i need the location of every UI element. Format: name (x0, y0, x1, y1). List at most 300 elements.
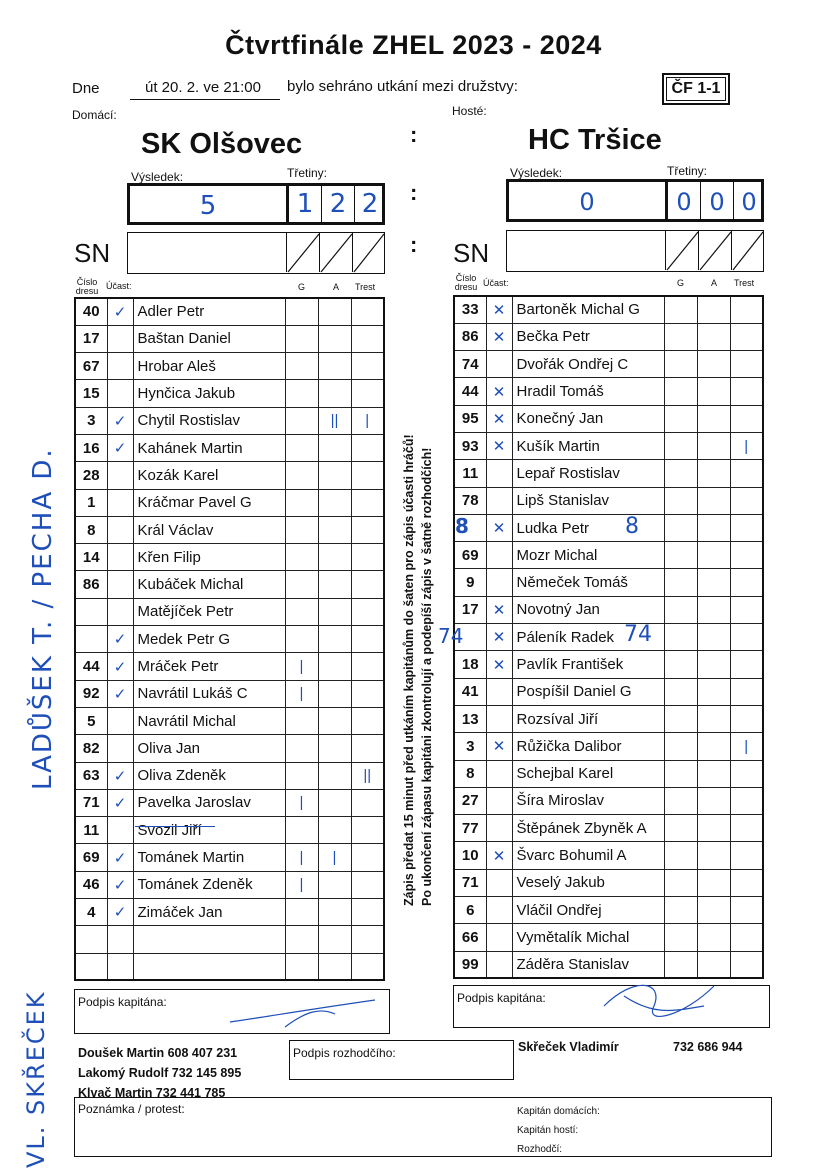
away-attendance-mark[interactable]: ✕ (486, 432, 512, 459)
home-player-number[interactable]: 17 (75, 325, 107, 352)
home-player-number[interactable]: 28 (75, 462, 107, 489)
home-attendance-mark[interactable]: ✓ (107, 298, 133, 325)
home-penalty[interactable] (351, 953, 384, 980)
home-player-number[interactable]: 14 (75, 544, 107, 571)
away-goals[interactable] (664, 596, 697, 623)
home-goals[interactable] (285, 953, 318, 980)
away-player-number[interactable]: 77 (454, 815, 486, 842)
away-attendance-mark[interactable]: ✕ (486, 405, 512, 432)
home-penalty[interactable] (351, 899, 384, 926)
away-goals[interactable] (664, 323, 697, 350)
home-attendance-mark[interactable] (107, 353, 133, 380)
away-assists[interactable] (697, 323, 730, 350)
away-player-name[interactable]: Vláčil Ondřej (512, 897, 664, 924)
home-attendance-mark[interactable]: ✓ (107, 789, 133, 816)
away-player-name[interactable]: Švarc Bohumil A (512, 842, 664, 869)
home-attendance-mark[interactable]: ✓ (107, 680, 133, 707)
home-player-name[interactable]: Zimáček Jan (133, 899, 285, 926)
away-assists[interactable] (697, 869, 730, 896)
away-assists[interactable] (697, 405, 730, 432)
home-penalty[interactable] (351, 817, 384, 844)
away-penalty[interactable] (730, 569, 763, 596)
away-assists[interactable] (697, 733, 730, 760)
home-assists[interactable] (318, 544, 351, 571)
home-goals[interactable] (285, 298, 318, 325)
home-penalty[interactable] (351, 680, 384, 707)
away-penalty[interactable] (730, 542, 763, 569)
away-penalty[interactable] (730, 842, 763, 869)
away-player-name[interactable]: Bartoněk Michal G (512, 296, 664, 323)
home-assists[interactable] (318, 653, 351, 680)
home-player-number[interactable]: 11 (75, 817, 107, 844)
away-player-name[interactable]: Novotný Jan (512, 596, 664, 623)
away-player-number[interactable]: 93 (454, 432, 486, 459)
home-player-name[interactable]: Medek Petr G (133, 626, 285, 653)
away-penalty[interactable] (730, 296, 763, 323)
away-attendance-mark[interactable] (486, 787, 512, 814)
home-penalty[interactable] (351, 298, 384, 325)
home-player-name[interactable]: Křen Filip (133, 544, 285, 571)
home-penalty[interactable] (351, 871, 384, 898)
home-goals[interactable]: | (285, 680, 318, 707)
away-player-name[interactable]: Pospíšil Daniel G (512, 678, 664, 705)
away-attendance-mark[interactable]: ✕ (486, 378, 512, 405)
home-penalty[interactable] (351, 544, 384, 571)
home-goals[interactable] (285, 707, 318, 734)
home-assists[interactable] (318, 789, 351, 816)
home-player-name[interactable]: Kozák Karel (133, 462, 285, 489)
home-goals[interactable]: | (285, 871, 318, 898)
away-assists[interactable] (697, 842, 730, 869)
home-assists[interactable] (318, 817, 351, 844)
home-assists[interactable] (318, 680, 351, 707)
away-player-number[interactable]: 17 (454, 596, 486, 623)
home-goals[interactable] (285, 380, 318, 407)
away-assists[interactable] (697, 678, 730, 705)
away-penalty[interactable] (730, 651, 763, 678)
away-player-name[interactable]: Lipš Stanislav (512, 487, 664, 514)
away-player-number[interactable]: 69 (454, 542, 486, 569)
away-assists[interactable] (697, 787, 730, 814)
home-player-name[interactable]: Navrátil Michal (133, 707, 285, 734)
home-attendance-mark[interactable] (107, 817, 133, 844)
away-attendance-mark[interactable]: ✕ (486, 733, 512, 760)
home-player-number[interactable]: 40 (75, 298, 107, 325)
home-player-number[interactable]: 67 (75, 353, 107, 380)
away-attendance-mark[interactable] (486, 869, 512, 896)
home-attendance-mark[interactable]: ✓ (107, 434, 133, 461)
home-player-name[interactable]: Hrobar Aleš (133, 353, 285, 380)
home-assists[interactable] (318, 953, 351, 980)
home-player-name[interactable]: Navrátil Lukáš C (133, 680, 285, 707)
home-player-number[interactable]: 4 (75, 899, 107, 926)
home-attendance-mark[interactable] (107, 926, 133, 953)
home-goals[interactable] (285, 407, 318, 434)
home-player-name[interactable]: Adler Petr (133, 298, 285, 325)
away-attendance-mark[interactable] (486, 351, 512, 378)
away-goals[interactable] (664, 405, 697, 432)
away-player-number[interactable]: 10 (454, 842, 486, 869)
home-player-name[interactable]: Kahánek Martin (133, 434, 285, 461)
home-goals[interactable]: | (285, 844, 318, 871)
home-penalty[interactable] (351, 626, 384, 653)
home-attendance-mark[interactable]: ✓ (107, 871, 133, 898)
home-assists[interactable] (318, 434, 351, 461)
away-attendance-mark[interactable]: ✕ (486, 514, 512, 541)
away-penalty[interactable] (730, 323, 763, 350)
home-assists[interactable] (318, 926, 351, 953)
home-penalty[interactable] (351, 489, 384, 516)
home-penalty[interactable] (351, 353, 384, 380)
away-attendance-mark[interactable] (486, 951, 512, 978)
home-attendance-mark[interactable]: ✓ (107, 762, 133, 789)
home-attendance-mark[interactable] (107, 489, 133, 516)
home-assists[interactable] (318, 298, 351, 325)
home-penalty[interactable] (351, 325, 384, 352)
away-goals[interactable] (664, 460, 697, 487)
home-player-number[interactable]: 44 (75, 653, 107, 680)
home-player-name[interactable]: Tománek Zdeněk (133, 871, 285, 898)
away-assists[interactable] (697, 624, 730, 651)
away-player-number[interactable]: 6 (454, 897, 486, 924)
home-penalty[interactable] (351, 380, 384, 407)
away-player-number[interactable]: 41 (454, 678, 486, 705)
home-goals[interactable] (285, 516, 318, 543)
home-assists[interactable] (318, 871, 351, 898)
home-player-number[interactable]: 1 (75, 489, 107, 516)
away-attendance-mark[interactable]: ✕ (486, 323, 512, 350)
home-goals[interactable] (285, 926, 318, 953)
away-goals[interactable] (664, 651, 697, 678)
home-goals[interactable] (285, 489, 318, 516)
home-attendance-mark[interactable] (107, 325, 133, 352)
away-player-number[interactable]: 27 (454, 787, 486, 814)
away-player-number[interactable]: 78 (454, 487, 486, 514)
away-assists[interactable] (697, 897, 730, 924)
away-penalty[interactable] (730, 869, 763, 896)
away-assists[interactable] (697, 514, 730, 541)
home-goals[interactable] (285, 353, 318, 380)
home-player-name[interactable]: Kubáček Michal (133, 571, 285, 598)
away-player-name[interactable]: Růžička Dalibor (512, 733, 664, 760)
away-penalty[interactable] (730, 815, 763, 842)
away-player-number[interactable]: 74 (454, 351, 486, 378)
away-player-number[interactable]: 11 (454, 460, 486, 487)
home-attendance-mark[interactable]: ✓ (107, 844, 133, 871)
home-goals[interactable] (285, 899, 318, 926)
home-penalty[interactable] (351, 926, 384, 953)
away-player-number[interactable]: 9 (454, 569, 486, 596)
home-goals[interactable] (285, 325, 318, 352)
away-player-number[interactable]: 44 (454, 378, 486, 405)
home-attendance-mark[interactable] (107, 735, 133, 762)
home-player-number[interactable]: 3 (75, 407, 107, 434)
home-assists[interactable] (318, 762, 351, 789)
away-player-name[interactable]: Němeček Tomáš (512, 569, 664, 596)
home-penalty[interactable] (351, 516, 384, 543)
away-assists[interactable] (697, 596, 730, 623)
away-attendance-mark[interactable] (486, 678, 512, 705)
away-assists[interactable] (697, 487, 730, 514)
away-player-number[interactable]: 33 (454, 296, 486, 323)
home-player-number[interactable]: 92 (75, 680, 107, 707)
away-attendance-mark[interactable]: ✕ (486, 296, 512, 323)
away-player-number[interactable]: 13 (454, 705, 486, 732)
home-goals[interactable] (285, 762, 318, 789)
home-assists[interactable] (318, 516, 351, 543)
home-player-number[interactable]: 63 (75, 762, 107, 789)
home-attendance-mark[interactable]: ✓ (107, 899, 133, 926)
away-penalty[interactable] (730, 596, 763, 623)
away-assists[interactable] (697, 432, 730, 459)
home-player-number[interactable] (75, 626, 107, 653)
away-goals[interactable] (664, 487, 697, 514)
home-penalty[interactable] (351, 571, 384, 598)
away-goals[interactable] (664, 432, 697, 459)
away-assists[interactable] (697, 705, 730, 732)
home-player-name[interactable]: Pavelka Jaroslav (133, 789, 285, 816)
away-attendance-mark[interactable]: ✕ (486, 624, 512, 651)
home-player-name[interactable]: Matějíček Petr (133, 598, 285, 625)
away-goals[interactable] (664, 897, 697, 924)
home-player-name[interactable]: Oliva Zdeněk (133, 762, 285, 789)
away-attendance-mark[interactable] (486, 569, 512, 596)
away-goals[interactable] (664, 378, 697, 405)
home-player-number[interactable]: 71 (75, 789, 107, 816)
home-penalty[interactable] (351, 707, 384, 734)
home-goals[interactable] (285, 626, 318, 653)
home-goals[interactable] (285, 544, 318, 571)
away-player-name[interactable]: Veselý Jakub (512, 869, 664, 896)
home-goals[interactable] (285, 434, 318, 461)
away-penalty[interactable] (730, 405, 763, 432)
note-protest-box[interactable] (74, 1097, 772, 1157)
away-assists[interactable] (697, 760, 730, 787)
away-player-name[interactable]: Ludka Petr (512, 514, 664, 541)
away-player-name[interactable]: Šíra Miroslav (512, 787, 664, 814)
away-penalty[interactable] (730, 624, 763, 651)
home-attendance-mark[interactable] (107, 462, 133, 489)
home-penalty[interactable] (351, 462, 384, 489)
away-player-number[interactable]: 71 (454, 869, 486, 896)
home-player-name[interactable]: Baštan Daniel (133, 325, 285, 352)
home-assists[interactable]: | (318, 844, 351, 871)
home-assists[interactable]: || (318, 407, 351, 434)
away-player-number[interactable]: 66 (454, 924, 486, 951)
away-assists[interactable] (697, 542, 730, 569)
away-goals[interactable] (664, 624, 697, 651)
home-roster-row (75, 953, 384, 980)
away-attendance-mark[interactable] (486, 487, 512, 514)
away-goals[interactable] (664, 296, 697, 323)
away-period-3: 0 (741, 188, 757, 216)
home-attendance-mark[interactable] (107, 598, 133, 625)
away-attendance-mark[interactable]: ✕ (486, 596, 512, 623)
home-player-name[interactable]: Oliva Jan (133, 735, 285, 762)
away-penalty[interactable] (730, 678, 763, 705)
away-player-name[interactable]: Hradil Tomáš (512, 378, 664, 405)
away-player-number[interactable]: 86 (454, 323, 486, 350)
away-attendance-mark[interactable] (486, 460, 512, 487)
home-assists[interactable] (318, 380, 351, 407)
home-player-name[interactable]: Tománek Martin (133, 844, 285, 871)
home-assists[interactable] (318, 571, 351, 598)
home-player-name[interactable]: Hynčica Jakub (133, 380, 285, 407)
home-goals[interactable] (285, 571, 318, 598)
home-penalty[interactable] (351, 844, 384, 871)
home-assists[interactable] (318, 735, 351, 762)
home-player-number[interactable] (75, 598, 107, 625)
home-goals[interactable] (285, 817, 318, 844)
away-player-name[interactable]: Páleník Radek (512, 624, 664, 651)
home-player-number[interactable] (75, 926, 107, 953)
away-goals[interactable] (664, 760, 697, 787)
away-player-name[interactable]: Schejbal Karel (512, 760, 664, 787)
home-attendance-mark[interactable]: ✓ (107, 653, 133, 680)
home-player-name[interactable] (133, 926, 285, 953)
away-penalty[interactable] (730, 760, 763, 787)
away-player-name[interactable]: Bečka Petr (512, 323, 664, 350)
away-player-name[interactable]: Kušík Martin (512, 432, 664, 459)
home-goals[interactable] (285, 462, 318, 489)
away-penalty[interactable]: | (730, 733, 763, 760)
home-player-number[interactable]: 8 (75, 516, 107, 543)
home-player-number[interactable]: 5 (75, 707, 107, 734)
home-assists[interactable] (318, 462, 351, 489)
home-player-number[interactable]: 69 (75, 844, 107, 871)
home-player-name[interactable]: Král Václav (133, 516, 285, 543)
home-attendance-mark[interactable] (107, 707, 133, 734)
away-player-name[interactable]: Záděra Stanislav (512, 951, 664, 978)
away-goals[interactable] (664, 787, 697, 814)
home-assists[interactable] (318, 489, 351, 516)
away-player-number[interactable]: 99 (454, 951, 486, 978)
away-assists[interactable] (697, 378, 730, 405)
away-penalty[interactable] (730, 787, 763, 814)
away-player-name[interactable]: Štěpánek Zbyněk A (512, 815, 664, 842)
home-player-number[interactable]: 16 (75, 434, 107, 461)
away-penalty[interactable] (730, 460, 763, 487)
away-player-name[interactable]: Rozsíval Jiří (512, 705, 664, 732)
away-goals[interactable] (664, 705, 697, 732)
away-player-number[interactable]: 3 (454, 733, 486, 760)
away-player-name[interactable]: Mozr Michal (512, 542, 664, 569)
away-goals[interactable] (664, 542, 697, 569)
away-player-number[interactable]: 18 (454, 651, 486, 678)
home-assists[interactable] (318, 899, 351, 926)
home-assists[interactable] (318, 325, 351, 352)
home-player-name[interactable]: Chytil Rostislav (133, 407, 285, 434)
away-player-number[interactable]: 95 (454, 405, 486, 432)
away-assists[interactable] (697, 651, 730, 678)
home-player-name[interactable] (133, 953, 285, 980)
home-assists[interactable] (318, 598, 351, 625)
home-player-number[interactable] (75, 953, 107, 980)
away-assists[interactable] (697, 815, 730, 842)
home-penalty[interactable]: || (351, 762, 384, 789)
away-player-name[interactable]: Dvořák Ondřej C (512, 351, 664, 378)
away-player-name[interactable]: Lepař Rostislav (512, 460, 664, 487)
away-goals[interactable] (664, 678, 697, 705)
away-attendance-mark[interactable] (486, 542, 512, 569)
home-player-name[interactable]: Mráček Petr (133, 653, 285, 680)
away-goals[interactable] (664, 815, 697, 842)
away-goals[interactable] (664, 514, 697, 541)
home-player-name[interactable]: Kráčmar Pavel G (133, 489, 285, 516)
away-attendance-mark[interactable] (486, 924, 512, 951)
home-penalty[interactable] (351, 735, 384, 762)
home-attendance-mark[interactable] (107, 953, 133, 980)
away-penalty[interactable]: | (730, 432, 763, 459)
away-player-name[interactable]: Pavlík František (512, 651, 664, 678)
away-goals[interactable] (664, 924, 697, 951)
home-player-number[interactable]: 86 (75, 571, 107, 598)
away-penalty[interactable] (730, 351, 763, 378)
home-penalty[interactable] (351, 653, 384, 680)
away-goals[interactable] (664, 869, 697, 896)
home-goals[interactable]: | (285, 789, 318, 816)
away-goals[interactable] (664, 733, 697, 760)
home-assists[interactable] (318, 707, 351, 734)
away-goals[interactable] (664, 351, 697, 378)
home-penalty[interactable]: | (351, 407, 384, 434)
away-assists[interactable] (697, 569, 730, 596)
home-attendance-mark[interactable] (107, 571, 133, 598)
away-attendance-mark[interactable]: ✕ (486, 842, 512, 869)
away-penalty[interactable] (730, 705, 763, 732)
away-assists[interactable] (697, 460, 730, 487)
away-penalty[interactable] (730, 951, 763, 978)
away-attendance-mark[interactable] (486, 705, 512, 732)
home-player-number[interactable]: 15 (75, 380, 107, 407)
home-goals[interactable] (285, 598, 318, 625)
home-assists[interactable] (318, 353, 351, 380)
home-player-number[interactable]: 46 (75, 871, 107, 898)
away-player-name[interactable]: Vymětalík Michal (512, 924, 664, 951)
away-attendance-mark[interactable] (486, 897, 512, 924)
away-penalty[interactable] (730, 897, 763, 924)
away-goals[interactable] (664, 569, 697, 596)
home-attendance-mark[interactable] (107, 516, 133, 543)
home-attendance-mark[interactable] (107, 544, 133, 571)
away-attendance-mark[interactable] (486, 760, 512, 787)
away-attendance-mark[interactable]: ✕ (486, 651, 512, 678)
home-attendance-mark[interactable]: ✓ (107, 407, 133, 434)
home-col-trest: Trest (355, 282, 376, 292)
home-goals[interactable]: | (285, 653, 318, 680)
home-player-number[interactable]: 82 (75, 735, 107, 762)
away-penalty[interactable] (730, 924, 763, 951)
away-attendance-mark[interactable] (486, 815, 512, 842)
home-attendance-mark[interactable]: ✓ (107, 626, 133, 653)
away-penalty[interactable] (730, 378, 763, 405)
home-assists[interactable] (318, 626, 351, 653)
home-penalty[interactable] (351, 789, 384, 816)
away-penalty[interactable] (730, 514, 763, 541)
home-attendance-mark[interactable] (107, 380, 133, 407)
away-player-name[interactable]: Konečný Jan (512, 405, 664, 432)
home-player-name[interactable]: Svozil Jiří (133, 817, 285, 844)
away-assists[interactable] (697, 296, 730, 323)
away-assists[interactable] (697, 924, 730, 951)
away-assists[interactable] (697, 351, 730, 378)
away-player-number[interactable]: 8 (454, 760, 486, 787)
away-penalty[interactable] (730, 487, 763, 514)
away-goals[interactable] (664, 842, 697, 869)
home-goals[interactable] (285, 735, 318, 762)
home-penalty[interactable] (351, 434, 384, 461)
home-penalty[interactable] (351, 598, 384, 625)
